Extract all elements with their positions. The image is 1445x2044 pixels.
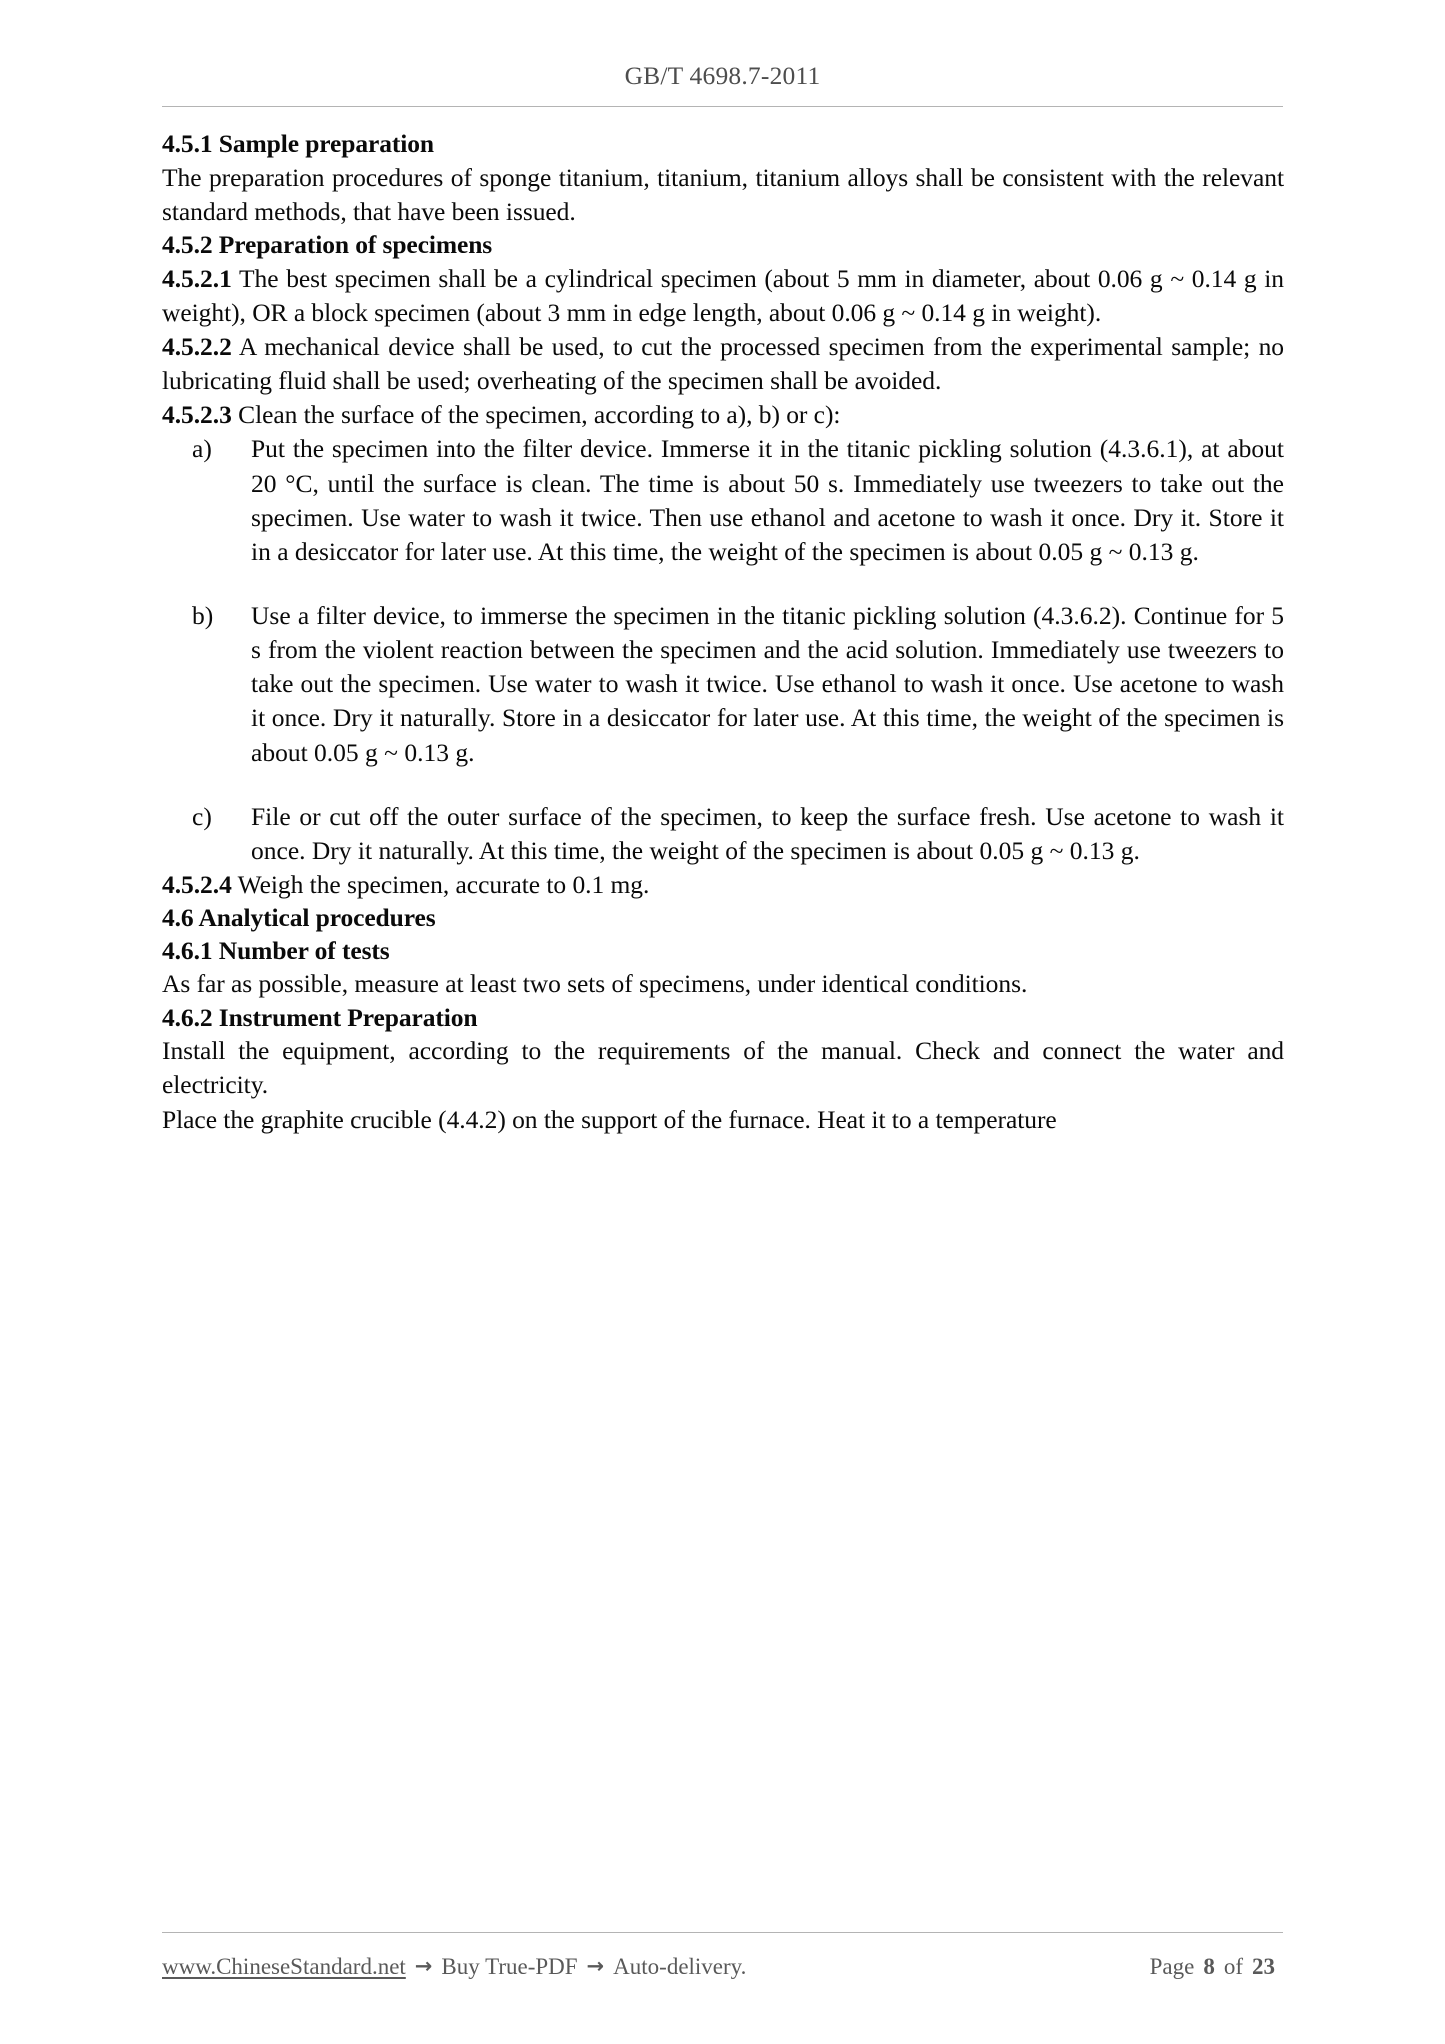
list-item-text: Use a filter device, to immerse the specimen in the titanic pickling solution (4.3.6.2). Continue for 5 s from the violent reaction between the specimen and the acid solution. Immediately use tweezers to take out the specimen. Use water to wash it twice. Use ethanol to wash it once. Use acetone to wash it once. Dry it naturally. Store in a desiccator for later use. At this time, the weight of the specimen is about 0.05 g ~ 0.13 g.	[251, 600, 1284, 767]
heading-4-6: 4.6 Analytical procedures	[162, 903, 436, 933]
footer-divider	[162, 1932, 1283, 1933]
of-label: of	[1223, 1954, 1243, 1979]
heading-4-6-1: 4.6.1 Number of tests	[162, 935, 390, 965]
page-header	[162, 62, 1283, 110]
document-body	[162, 128, 1284, 1137]
footer-row	[162, 1954, 1283, 1980]
paragraph-4-5-2-3	[162, 398, 1284, 432]
clause-number-4-5-2-2: 4.5.2.2	[162, 331, 232, 361]
list-item-text: File or cut off the outer surface of the specimen, to keep the surface fresh. Use acetone to wash it once. Dry it naturally. At this time, the weight of the specimen is about 0.05 g ~ 0.13 g.	[251, 801, 1284, 865]
list-item-marker: c)	[192, 801, 212, 831]
footer-promo-delivery: Auto-delivery.	[613, 1954, 747, 1979]
total-page-count: 23	[1252, 1954, 1275, 1979]
list-item-text: Put the specimen into the filter device. Immerse it in the titanic pickling solution (4.3.6.1), at about 20 °C, until the surface is clean. The time is about 50 s. Immediately use tweezers to take out the specimen. Use water to wash it twice. Then use ethanol and acetone to wash it once. Dry it. Store it in a desiccator for later use. At this time, the weight of the specimen is about 0.05 g ~ 0.13 g.	[251, 434, 1284, 566]
arrow-right-icon: →	[414, 1954, 433, 1978]
list-item	[192, 432, 1284, 569]
header-divider	[162, 106, 1283, 107]
document-standard-number: GB/T 4698.7-2011	[624, 61, 821, 90]
current-page-number: 8	[1203, 1954, 1215, 1979]
list-item	[192, 599, 1284, 770]
paragraph-4-5-2-2	[162, 330, 1284, 398]
heading-4-5-2: 4.5.2 Preparation of specimens	[162, 229, 493, 259]
clause-text-4-5-2-2: A mechanical device shall be used, to cut the processed specimen from the experimental sample; no lubricating fluid shall be used; overheating of the specimen shall be avoided.	[162, 331, 1284, 396]
paragraph-4-6-1: As far as possible, measure at least two sets of specimens, under identical conditions.	[162, 969, 1028, 999]
paragraph-4-6-2-install: Install the equipment, according to the requirements of the manual. Check and connect the water and electricity.	[162, 1036, 1284, 1100]
page-label: Page	[1149, 1954, 1195, 1979]
paragraph-4-5-1: The preparation procedures of sponge titanium, titanium, titanium alloys shall be consistent with the relevant standard methods, that have been issued.	[162, 162, 1284, 226]
website-link[interactable]: www.ChineseStandard.net	[162, 1954, 406, 1979]
heading-4-5-1: 4.5.1 Sample preparation	[162, 129, 434, 158]
paragraph-4-5-2-1	[162, 262, 1284, 330]
list-item-marker: a)	[192, 434, 212, 464]
list-item	[192, 800, 1284, 868]
arrow-right-icon: →	[586, 1954, 605, 1978]
heading-4-6-2: 4.6.2 Instrument Preparation	[162, 1002, 478, 1032]
clause-text-4-5-2-4: Weigh the specimen, accurate to 0.1 mg.	[237, 870, 650, 900]
page-indicator	[1150, 1954, 1275, 1980]
footer-promo-buy: Buy True-PDF	[441, 1954, 578, 1979]
clause-number-4-5-2-4: 4.5.2.4	[162, 870, 232, 900]
clause-text-4-5-2-1: The best specimen shall be a cylindrical specimen (about 5 mm in diameter, about 0.06 g ~ 0.14 g in weight), OR a block specimen (about 3 mm in edge length, about 0.06 g ~ 0.14 g in weight).	[162, 263, 1284, 327]
cleaning-method-list	[162, 432, 1284, 868]
clause-text-4-5-2-3: Clean the surface of the specimen, according to a), b) or c):	[238, 400, 841, 430]
clause-number-4-5-2-1: 4.5.2.1	[162, 263, 232, 293]
paragraph-4-6-2-crucible: Place the graphite crucible (4.4.2) on the support of the furnace. Heat it to a temperature	[162, 1104, 1057, 1134]
clause-number-4-5-2-3: 4.5.2.3	[162, 400, 232, 430]
footer-promo-group	[162, 1954, 746, 1980]
page-footer	[162, 1932, 1283, 1992]
paragraph-4-5-2-4	[162, 868, 1284, 902]
list-item-marker: b)	[192, 600, 214, 630]
